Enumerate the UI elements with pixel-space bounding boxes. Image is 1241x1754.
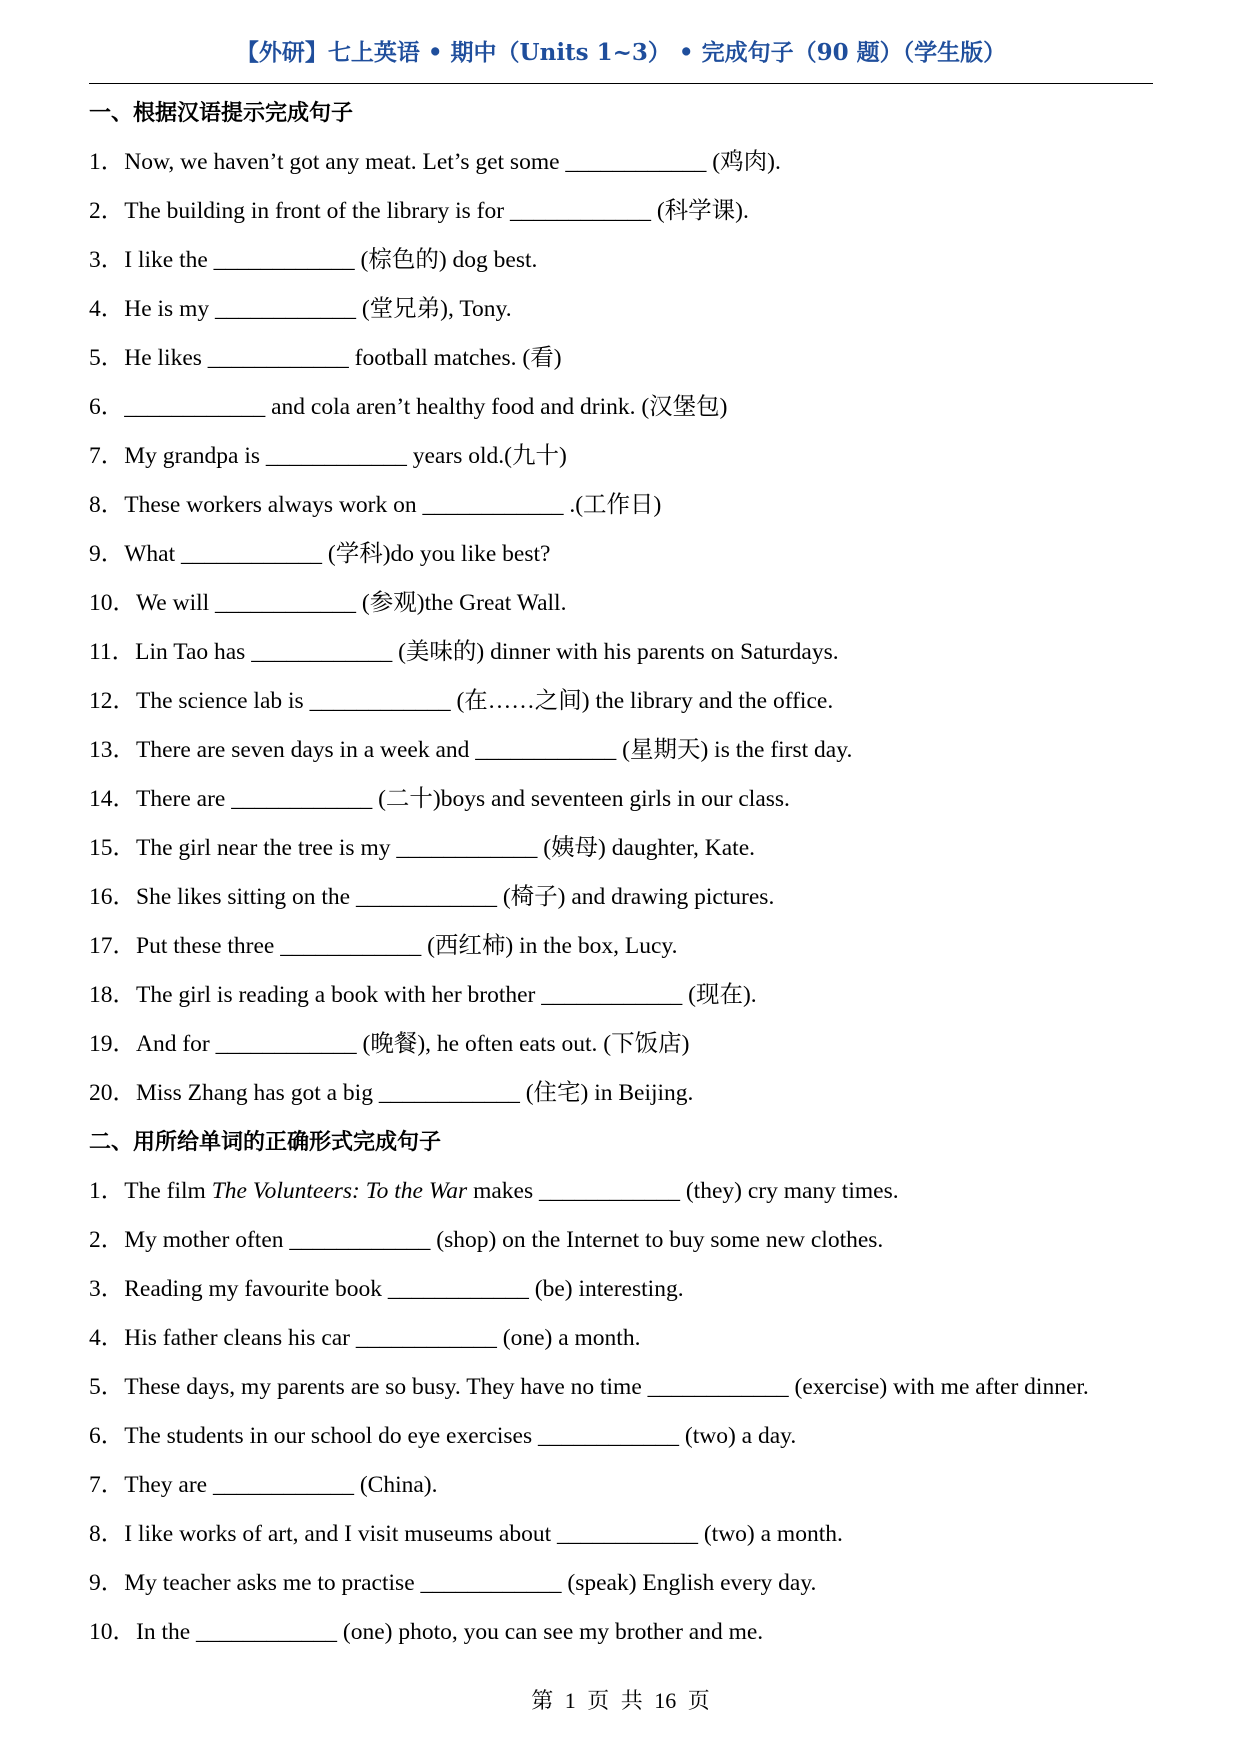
question-text: ____________ and cola aren’t healthy food and drink. (汉堡包) (124, 394, 728, 420)
question-text: These workers always work on ____________ .(工作日) (124, 492, 662, 518)
question-item (89, 726, 1169, 775)
question-item (89, 1412, 1169, 1461)
question-text: There are ____________ (二十)boys and seventeen girls in our class. (136, 786, 790, 812)
question-number: 15． (89, 835, 136, 861)
question-text: He is my ____________ (堂兄弟), Tony. (124, 296, 512, 322)
question-text: The science lab is ____________ (在……之间) the library and the office. (136, 688, 834, 714)
question-item (89, 285, 1169, 334)
question-text: My teacher asks me to practise ____________ (speak) English every day. (124, 1570, 817, 1596)
question-text: The building in front of the library is for ____________ (科学课). (124, 198, 749, 224)
question-number: 16． (89, 884, 136, 910)
question-text: And for ____________ (晚餐), he often eats out. (下饭店) (136, 1031, 690, 1057)
film-title: The Volunteers: To the War (211, 1178, 468, 1204)
question-item (89, 383, 1169, 432)
question-number: 12． (89, 688, 136, 714)
section-1-questions (89, 138, 1169, 1118)
question-text: Reading my favourite book ____________ (be) interesting. (124, 1276, 684, 1302)
question-text-start: The film (124, 1178, 212, 1204)
question-text: Miss Zhang has got a big ____________ (住宅) in Beijing. (136, 1080, 694, 1106)
question-item (89, 236, 1169, 285)
question-number: 3． (89, 1276, 125, 1302)
question-number: 10． (89, 1619, 136, 1645)
question-text: She likes sitting on the ____________ (椅子) and drawing pictures. (136, 884, 775, 910)
question-number: 13． (89, 737, 136, 763)
question-text: I like works of art, and I visit museums about ____________ (two) a month. (124, 1521, 843, 1547)
question-number: 2． (89, 198, 125, 224)
header-divider (89, 83, 1153, 84)
question-item (89, 971, 1169, 1020)
question-text: They are ____________ (China). (124, 1472, 438, 1498)
question-text: Put these three ____________ (西红柿) in the box, Lucy. (136, 933, 678, 959)
question-number: 11． (89, 639, 136, 665)
question-item (89, 775, 1169, 824)
question-number: 19． (89, 1031, 136, 1057)
question-item (89, 1559, 1169, 1608)
question-number: 4． (89, 1325, 125, 1351)
section-2-title: 二、用所给单词的正确形式完成句子 (89, 1130, 442, 1155)
question-text: In the ____________ (one) photo, you can see my brother and me. (136, 1619, 764, 1645)
question-number: 9． (89, 1570, 125, 1596)
question-item (89, 1608, 1169, 1657)
question-item (89, 677, 1169, 726)
document-header: 【外研】七上英语 • 期中（Units 1~3） • 完成句子（90 题）（学生版） (235, 39, 1007, 66)
question-item (89, 579, 1169, 628)
question-number: 6． (89, 394, 125, 420)
question-number: 8． (89, 1521, 125, 1547)
question-number: 6． (89, 1423, 125, 1449)
question-number: 1． (89, 1178, 125, 1204)
question-text: We will ____________ (参观)the Great Wall. (136, 590, 567, 616)
question-text: What ____________ (学科)do you like best? (124, 541, 551, 567)
question-number: 2． (89, 1227, 125, 1253)
question-item (89, 530, 1169, 579)
question-item (89, 138, 1169, 187)
question-item (89, 1216, 1169, 1265)
question-number: 5． (89, 345, 125, 371)
question-item (89, 1314, 1169, 1363)
page-footer: 第 1 页 共 16 页 (531, 1688, 710, 1713)
question-text: Lin Tao has ____________ (美味的) dinner with his parents on Saturdays. (135, 639, 839, 665)
question-number: 14． (89, 786, 136, 812)
question-item (89, 824, 1169, 873)
question-item (89, 1265, 1169, 1314)
question-item (89, 1363, 1169, 1412)
question-number: 18． (89, 982, 136, 1008)
question-text: The girl near the tree is my ____________ (姨母) daughter, Kate. (136, 835, 756, 861)
question-number: 7． (89, 1472, 125, 1498)
question-text-end: makes ____________ (they) cry many times. (467, 1178, 899, 1204)
question-number: 17． (89, 933, 136, 959)
question-text: My mother often ____________ (shop) on the Internet to buy some new clothes. (124, 1227, 884, 1253)
question-number: 5． (89, 1374, 125, 1400)
question-item (89, 334, 1169, 383)
question-number: 10． (89, 590, 136, 616)
question-text: I like the ____________ (棕色的) dog best. (124, 247, 538, 273)
question-text: My grandpa is ____________ years old.(九十) (124, 443, 567, 469)
question-item (89, 187, 1169, 236)
question-item (89, 1167, 1169, 1216)
question-item (89, 628, 1169, 677)
question-text: These days, my parents are so busy. They have no time ____________ (exercise) with me after dinner. (124, 1374, 1089, 1400)
question-number: 1． (89, 149, 125, 175)
section-1-title: 一、根据汉语提示完成句子 (89, 101, 354, 126)
question-item (89, 481, 1169, 530)
question-number: 7． (89, 443, 125, 469)
question-text: There are seven days in a week and ____________ (星期天) is the first day. (136, 737, 853, 763)
question-item (89, 1510, 1169, 1559)
question-item (89, 1461, 1169, 1510)
document-body (89, 89, 1169, 1657)
question-item (89, 1069, 1169, 1118)
question-number: 4． (89, 296, 125, 322)
question-text: The students in our school do eye exercises ____________ (two) a day. (124, 1423, 797, 1449)
question-item (89, 873, 1169, 922)
question-text: He likes ____________ football matches. (看) (124, 345, 562, 371)
question-number: 3． (89, 247, 125, 273)
question-number: 9． (89, 541, 125, 567)
question-text: His father cleans his car ____________ (one) a month. (124, 1325, 641, 1351)
question-item (89, 922, 1169, 971)
question-item (89, 1020, 1169, 1069)
question-text: Now, we haven’t got any meat. Let’s get some ____________ (鸡肉). (124, 149, 781, 175)
question-text: The girl is reading a book with her brother ____________ (现在). (136, 982, 757, 1008)
question-number: 20． (89, 1080, 136, 1106)
question-number: 8． (89, 492, 125, 518)
section-2-questions (89, 1216, 1169, 1657)
question-item (89, 432, 1169, 481)
